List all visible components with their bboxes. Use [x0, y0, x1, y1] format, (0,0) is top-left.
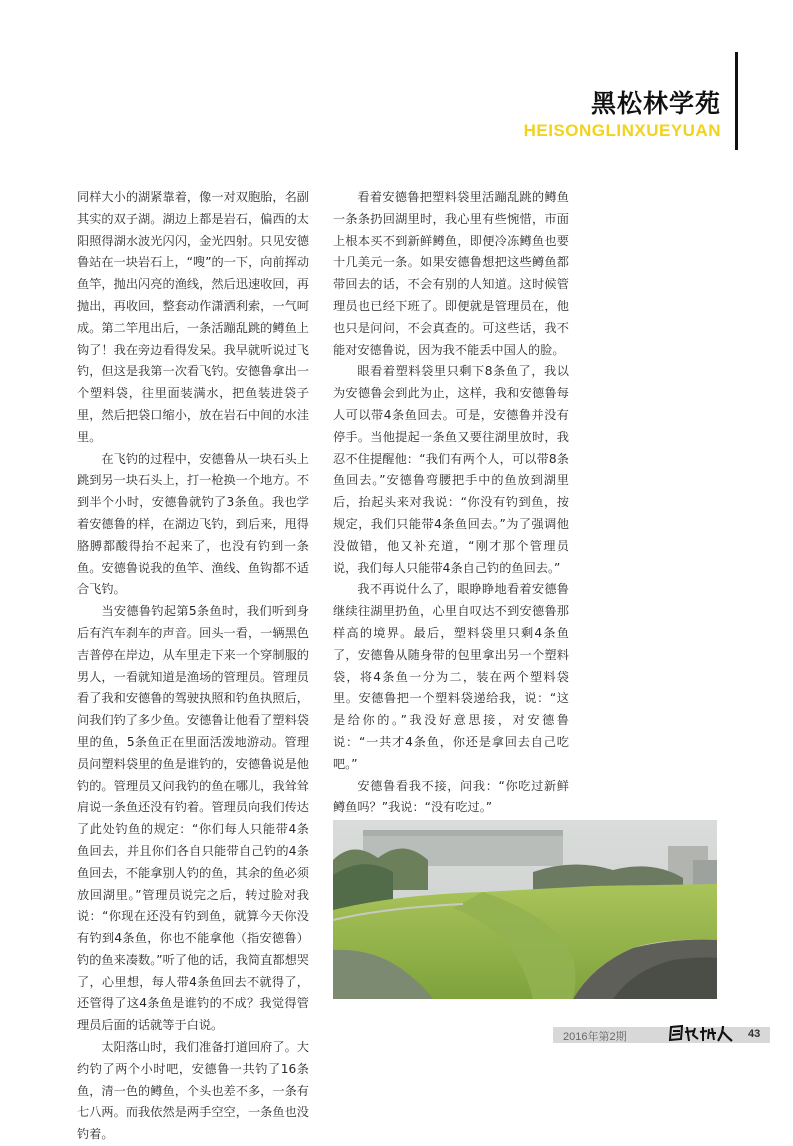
lake-photo: [333, 820, 717, 999]
paragraph: 我不再说什么了，眼睁睁地看着安德鲁继续往湖里扔鱼，心里自叹达不到安德鲁那样高的境界。最后，塑料袋里只剩4条鱼了，安德鲁从随身带的包里拿出另一个塑料袋，将4条鱼一分为二，装在两个塑料袋里。安德鲁把一个塑料袋递给我，说：“这是给你的。”我没好意思接，对安德鲁说：“一共才4条鱼，你还是拿回去自己吃吧。”: [333, 582, 569, 771]
paragraph: 安德鲁看我不接，问我：“你吃过新鲜鳟鱼吗？”我说：“没有吃过。”: [333, 778, 569, 815]
paragraph: 同样大小的湖紧靠着，像一对双胞胎，名副其实的双子湖。湖边上都是岩石，偏西的太阳照得湖水波光闪闪，金光四射。只见安德鲁站在一块岩石上，“嗖”的一下，向前挥动鱼竿，抛出闪亮的渔线，然后迅速收回，再抛出，再收回，整套动作潇洒利索，一气呵成。第二竿甩出后，一条活蹦乱跳的鳟鱼上钩了！我在旁边看得发呆。我早就听说过飞钓，但这是我第一次看飞钓。安德鲁拿出一个塑料袋，往里面装满水，把鱼装进袋子里，然后把袋口缩小，放在岩石中间的水洼里。: [77, 190, 310, 444]
article-column-left: [77, 187, 309, 1146]
issue-label: 2016年第2期: [563, 1031, 627, 1043]
page-number: 43: [748, 1028, 761, 1040]
article-column-right: [333, 187, 569, 906]
paragraph: 在飞钓的过程中，安德鲁从一块石头上跳到另一块石头上，打一枪换一个地方。不到半个小时，安德鲁就钓了3条鱼。我也学着安德鲁的样，在湖边飞钓，到后来，甩得胳膊都酸得抬不起来了，也没有钓到一条鱼。安德鲁说我的鱼竿、渔线、鱼钩都不适合飞钓。: [77, 451, 309, 597]
header-vertical-rule: [735, 52, 738, 150]
magazine-logo: [668, 1023, 736, 1045]
paragraph: 太阳落山时，我们准备打道回府了。大约钓了两个小时吧，安德鲁一共钓了16条鱼，清一色的鳟鱼，个头也差不多，一条有七八两。而我依然是两手空空，一条鱼也没钓着。: [77, 1040, 309, 1142]
paragraph: 看着安德鲁把塑料袋里活蹦乱跳的鳟鱼一条条扔回湖里时，我心里有些惋惜，市面上根本买不到新鲜鳟鱼，即便冷冻鳟鱼也要十几美元一条。如果安德鲁想把这些鳟鱼都带回去的话，不会有别的人知道。这时候管理员也已经下班了。即便就是管理员在，他也只是问问，不会真查的。可这些话，我不能对安德鲁说，因为我不能丢中国人的脸。: [333, 190, 569, 357]
paragraph: 当安德鲁钓起第5条鱼时，我们听到身后有汽车刹车的声音。回头一看，一辆黑色吉普停在岸边，从车里走下来一个穿制服的男人，一看就知道是渔场的管理员。管理员看了我和安德鲁的驾驶执照和钓鱼执照后，问我们钓了多少鱼。安德鲁让他看了塑料袋里的鱼，5条鱼正在里面活泼地游动。管理员问塑料袋里的鱼是谁钓的，安德鲁说是他钓的。管理员又问我钓的鱼在哪儿，我耸耸肩说一条鱼还没有钓着。管理员向我们传达了此处钓鱼的规定：“你们每人只能带4条鱼回去，并且你们各自只能带自己钓的4条鱼回去，不能拿别人钓的鱼，其余的鱼必须放回湖里。”管理员说完之后，转过脸对我说：“你现在还没有钓到鱼，就算今天你没有钓到4条鱼，你也不能拿他（指安德鲁）钓的鱼来凑数。”听了他的话，我简直都想哭了，心里想，每人带4条鱼回去不就得了，还管得了这4条鱼是谁钓的不成？我觉得管理员后面的话就等于白说。: [77, 604, 309, 1033]
section-title: 黑松林学苑: [590, 89, 721, 118]
paragraph: 眼看着塑料袋里只剩下8条鱼了，我以为安德鲁会到此为止，这样，我和安德鲁每人可以带4条鱼回去。可是，安德鲁并没有停手。当他提起一条鱼又要往湖里放时，我忍不住提醒他：“我们有两个人，可以带8条鱼回去。”安德鲁弯腰把手中的鱼放到湖里后，抬起头来对我说：“你没有钓到鱼，按规定，我们只能带4条鱼回去。”为了强调他没做错，他又补充道，“刚才那个管理员说，我们每人只能带4条自己钓的鱼回去。”: [333, 364, 569, 575]
section-title-pinyin: HEISONGLINXUEYUAN: [523, 121, 721, 140]
